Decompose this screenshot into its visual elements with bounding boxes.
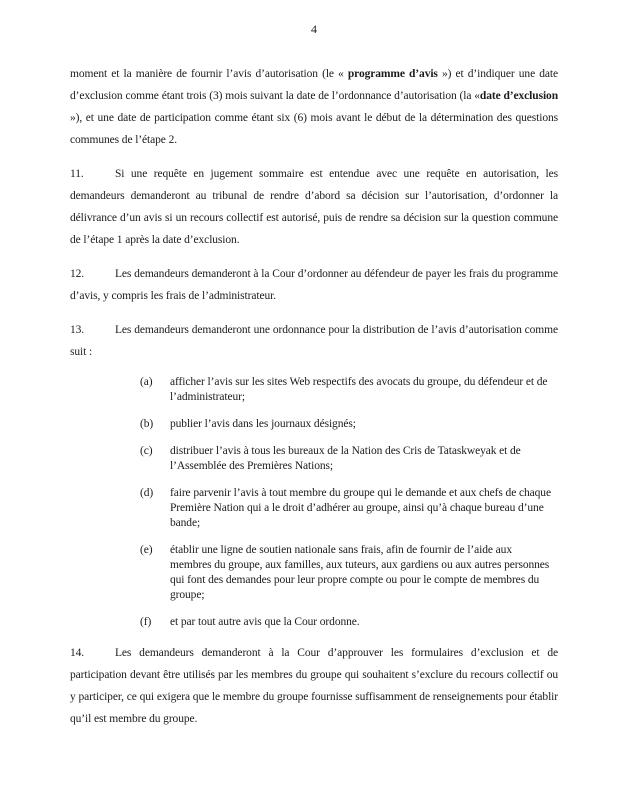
list-item-label: (b): [140, 418, 154, 430]
list-item-label: (d): [140, 487, 154, 499]
list-item: [70, 444, 558, 474]
list-item-label: (a): [140, 376, 153, 388]
list-item: [70, 417, 558, 432]
list-item: [70, 543, 558, 603]
bold-defined-term: date d’exclusion: [479, 90, 558, 102]
continuation-paragraph: [70, 63, 558, 151]
text-segment: moment et la manière de fournir l’avis d’autorisation (le «: [70, 68, 348, 80]
paragraph-text: Les demandeurs demanderont à la Cour d’ordonner au défendeur de payer les frais du programme d’avis, y compris les frais de l’administrateur.: [70, 268, 558, 302]
paragraph-number: 11.: [70, 168, 84, 180]
list-item-text: distribuer l’avis à tous les bureaux de la Nation des Cris de Tataskweyak et de l’Assemblée des Premières Nations;: [170, 445, 521, 472]
page-number: 4: [311, 22, 317, 36]
list-item-text: établir une ligne de soutien nationale sans frais, afin de fournir de l’aide aux membres du groupe, aux familles, aux tuteurs, aux gardiens ou aux autres personnes qui font des demandes pour leur propre compte ou pour le compte de membres du groupe;: [170, 544, 550, 601]
list-item-label: (f): [140, 616, 152, 628]
paragraph-number: 14.: [70, 647, 85, 659]
list-item-text: et par tout autre avis que la Cour ordonne.: [170, 616, 360, 628]
paragraph-text: Les demandeurs demanderont à la Cour d’approuver les formulaires d’exclusion et de participation devant être utilisés par les membres du groupe qui souhaitent s’exclure du recours collectif ou y participer, ce qui exigera que le membre du groupe fournisse suffisamment de renseignements pour établir qu’il est membre du groupe.: [70, 647, 558, 725]
list-item-text: faire parvenir l’avis à tout membre du groupe qui le demande et aux chefs de chaque Première Nation qui a le droit d’adhérer au groupe, ainsi qu’à chaque bureau d’une bande;: [170, 487, 551, 529]
numbered-paragraph: [70, 163, 558, 251]
list-item: [70, 615, 558, 630]
list-item-label: (c): [140, 445, 153, 457]
numbered-paragraph: [70, 319, 558, 363]
document-content: [70, 63, 558, 730]
list-item: [70, 486, 558, 531]
paragraph-number: 12.: [70, 268, 85, 280]
numbered-paragraph: [70, 263, 558, 307]
list-item-text: publier l’avis dans les journaux désignés;: [170, 418, 356, 430]
lettered-list: [70, 375, 558, 630]
list-item-text: afficher l’avis sur les sites Web respectifs des avocats du groupe, du défendeur et de l’administrateur;: [170, 376, 548, 403]
numbered-paragraph: [70, 642, 558, 730]
list-item: [70, 375, 558, 405]
paragraph-number: 13.: [70, 324, 85, 336]
paragraph-text: Si une requête en jugement sommaire est entendue avec une requête en autorisation, les demandeurs demanderont au tribunal de rendre d’abord sa décision sur l’autorisation, d’ordonner la délivrance d’un avis si un recours collectif est autorisé, puis de rendre sa décision sur la question commune de l’étape 1 après la date d’exclusion.: [70, 168, 558, 246]
text-segment: ») et d’indiquer une date d’exclusion comme étant trois (3) mois suivant la date de l’ordonnance d’autorisation (la «: [70, 68, 558, 102]
list-item-label: (e): [140, 544, 153, 556]
paragraph-text: Les demandeurs demanderont une ordonnance pour la distribution de l’avis d’autorisation comme suit :: [70, 324, 558, 358]
bold-defined-term: programme d’avis: [347, 68, 438, 80]
text-segment: »), et une date de participation comme étant six (6) mois avant le début de la détermination des questions communes de l’étape 2.: [70, 112, 558, 146]
